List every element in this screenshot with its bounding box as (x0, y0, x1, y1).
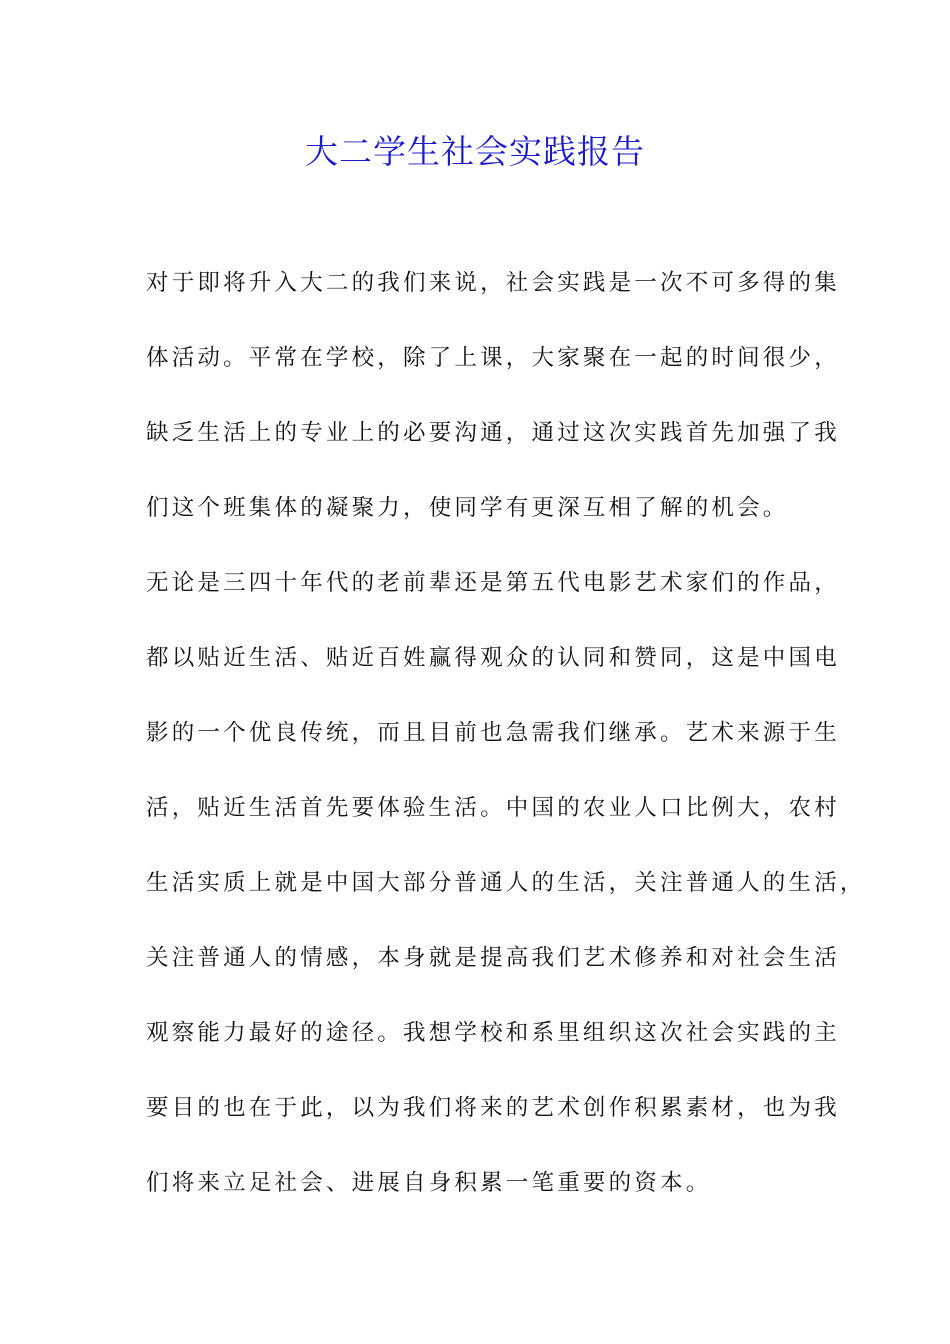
paragraph-line: 影的一个优良传统，而且目前也急需我们继承。艺术来源于生 (146, 720, 840, 746)
paragraph-line: 关注普通人的情感，本身就是提高我们艺术修养和对社会生活 (146, 945, 840, 971)
paragraph-line: 无论是三四十年代的老前辈还是第五代电影艺术家们的作品， (146, 570, 840, 596)
paragraph-line: 体活动。平常在学校，除了上课，大家聚在一起的时间很少， (146, 345, 840, 371)
paragraph-line: 们这个班集体的凝聚力，使同学有更深互相了解的机会。 (146, 495, 789, 521)
paragraph-line: 要目的也在于此，以为我们将来的艺术创作积累素材，也为我 (146, 1095, 840, 1121)
paragraph-line: 生活实质上就是中国大部分普通人的生活，关注普通人的生活， (146, 870, 866, 896)
paragraph-line: 对于即将升入大二的我们来说，社会实践是一次不可多得的集 (146, 270, 840, 296)
paragraph-line: 都以贴近生活、贴近百姓赢得观众的认同和赞同，这是中国电 (146, 645, 840, 671)
paragraph-line: 们将来立足社会、进展自身积累一笔重要的资本。 (146, 1170, 712, 1196)
paragraph-line: 观察能力最好的途径。我想学校和系里组织这次社会实践的主 (146, 1020, 840, 1046)
page-title: 大二学生社会实践报告 (305, 132, 645, 171)
paragraph-line: 活，贴近生活首先要体验生活。中国的农业人口比例大，农村 (146, 795, 840, 821)
paragraph-line: 缺乏生活上的专业上的必要沟通，通过这次实践首先加强了我 (146, 420, 840, 446)
